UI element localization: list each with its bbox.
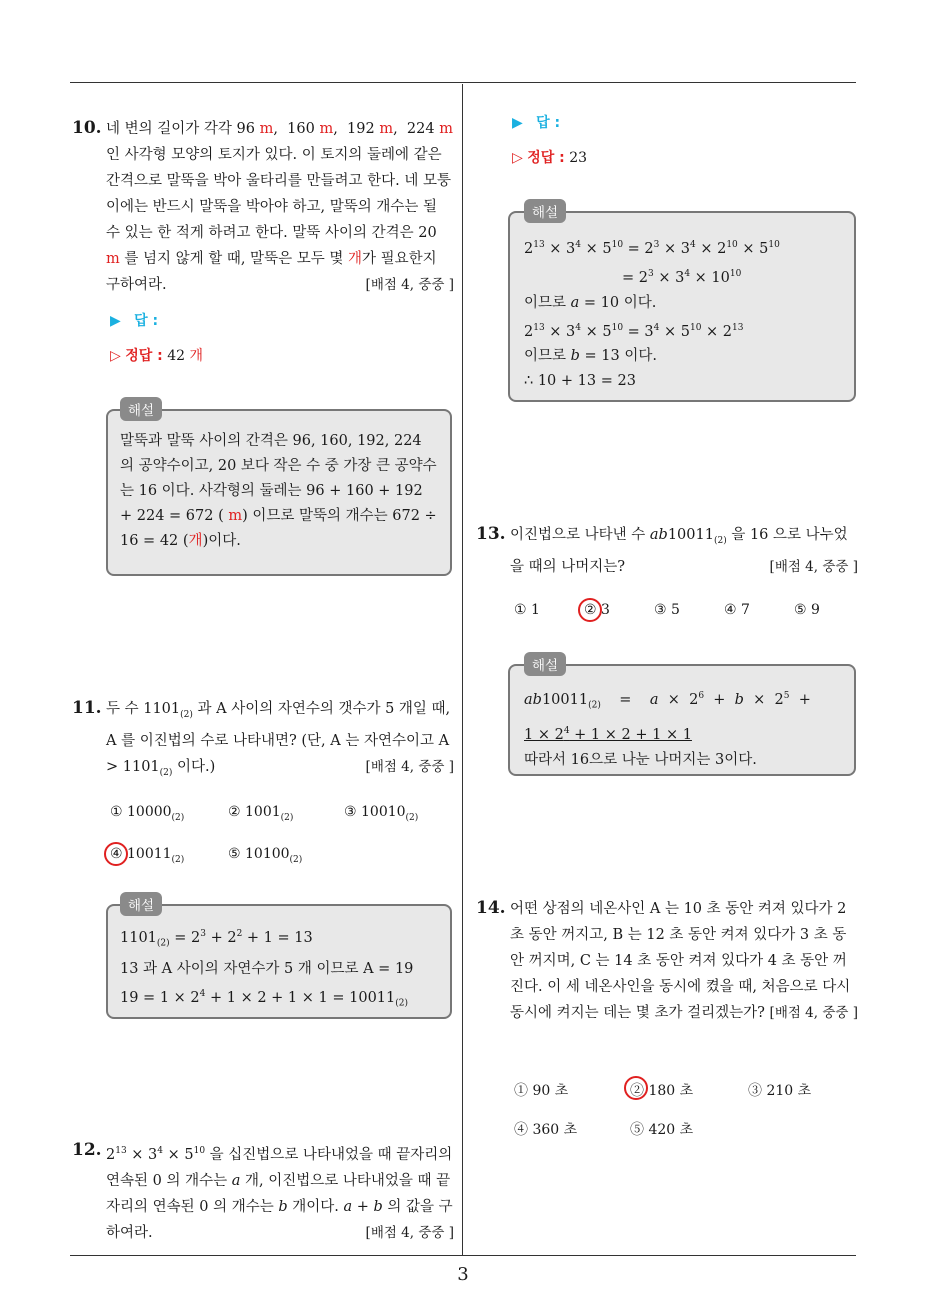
q12-solution-line-5: 이므로 b = 13 이다.: [524, 348, 657, 365]
q14-text: [510, 896, 858, 1026]
q14-choice-2[interactable]: [630, 1080, 693, 1100]
bottom-rule: [70, 1255, 856, 1256]
q13-solution-line-2: $1 \times 2^4 + 1 \times 2 + 1 \times 1$: [524, 725, 692, 743]
q13-choice-2[interactable]: [584, 602, 610, 618]
correct-label: 정답 :: [527, 150, 565, 166]
column-divider: [462, 84, 463, 1256]
q13-choice-2-label: ② 3: [584, 602, 610, 618]
open-arrow-icon: ▷: [110, 348, 121, 364]
q10-solution-tag: 해설: [120, 397, 162, 421]
q12-solution-line-2: = $2^3 \times 3^4 \times 10^{10}$: [622, 268, 742, 286]
q13-text: 이진법으로 나타낸 수 $ab10011_{(2)}$ 을 16 으로 나누었을 때의 나머지는? [배점 4, 중중 ]: [510, 522, 858, 580]
q14-choice-3[interactable]: ③ 210 초: [748, 1083, 812, 1099]
open-arrow-icon: ▷: [512, 150, 523, 166]
answer-label: 답 :: [134, 313, 159, 329]
q11-choice-3[interactable]: ③ $10010_{(2)}$: [344, 804, 419, 823]
q12-correct-answer: 23: [569, 150, 588, 166]
q12-solution-tag: 해설: [524, 199, 566, 223]
play-icon: ▶: [512, 115, 523, 131]
correct-label: 정답 :: [125, 348, 163, 364]
q12-number: 12.: [72, 1140, 102, 1160]
q12-solution-box: [508, 211, 856, 402]
q11-score: [배점 4, 중중 ]: [365, 758, 454, 775]
q10-text: 네 변의 길이가 각각 96 m, 160 m, 192 m, 224 m 인 사각형 모양의 토지가 있다. 이 토지의 둘레에 같은 간격으로 말뚝을 박아 울타리를 만들려고 한다. 네 모퉁이에는 반드시 말뚝을 박아야 하고, 말뚝의 개수는 될 수 있는 한 적게 하려고 한다. 말뚝 사이의 간격은 20 m 를 넘지 않게 할 때, 말뚝은 모두 몇 개가 필요한지 구하여라. [배점 4, 중중 ]: [106, 116, 454, 298]
q11-choice-2[interactable]: ② $1001_{(2)}$: [228, 804, 294, 823]
q13-score: [배점 4, 중중 ]: [769, 558, 858, 575]
q12-solution-line-3: 이므로 a = 10 이다.: [524, 294, 657, 311]
q14-choice-2-label: ② 180 초: [630, 1083, 694, 1099]
q13-number: 13.: [476, 524, 506, 544]
q11-solution-line-1: $1101_{(2)} = 2^3 + 2^2 + 1 = 13$: [120, 929, 313, 949]
q10-solution-box: [106, 409, 452, 576]
page-number: 3: [457, 1264, 469, 1285]
q10-number: 10.: [72, 118, 102, 138]
q13-solution-line-3: 따라서 16으로 나눈 나머지는 3이다.: [524, 751, 757, 768]
q12-answer-line: [512, 112, 560, 132]
q14-number: 14.: [476, 898, 506, 918]
q13-solution-box: [508, 664, 856, 776]
selected-circle-icon: [104, 842, 128, 866]
q11-choice-4[interactable]: ④ $10011_{(2)}$: [110, 846, 184, 865]
q14-choice-1[interactable]: ① 90 초: [514, 1083, 569, 1099]
q11-choice-1[interactable]: ① $10000_{(2)}$: [110, 804, 185, 823]
q10-correct-answer: 42 개: [167, 348, 204, 364]
answer-label: 답 :: [536, 115, 561, 131]
q11-text: 두 수 $1101_{(2)}$ 과 A 사이의 자연수의 갯수가 5 개일 때, A 를 이진법의 수로 나타내면? (단, A 는 자연수이고 $A > 1101_{(2)}$ 이다.) [배점 4, 중중 ]: [106, 696, 454, 786]
selected-circle-icon: [578, 598, 602, 622]
q10-score: [배점 4, 중중 ]: [365, 277, 454, 293]
q12-solution-line-6: ∴ 10 + 13 = 23: [524, 373, 636, 390]
selected-circle-icon: [624, 1076, 648, 1100]
q12-score: [배점 4, 중중 ]: [365, 1224, 454, 1241]
q14-choice-4[interactable]: ④ 360 초: [514, 1122, 578, 1138]
q10-solution-text: 말뚝과 말뚝 사이의 간격은 96, 160, 192, 224 의 공약수이고, 20 보다 작은 수 중 가장 큰 공약수는 16 이다. 사각형의 둘레는 96 + 160 + 192 + 224 = 672 ( m) 이므로 말뚝의 개수는 672 ÷ 16 = 42 (개)이다.: [120, 433, 437, 549]
q11-solution-line-2: 13 과 A 사이의 자연수가 5 개 이므로 A = 19: [120, 960, 414, 977]
q14-score: [배점 4, 중중 ]: [769, 1005, 858, 1021]
q11-number: 11.: [72, 698, 102, 718]
q12-correct-line: [512, 147, 587, 167]
q13-solution-tag: 해설: [524, 652, 566, 676]
play-icon: ▶: [110, 313, 121, 329]
top-rule: [70, 82, 856, 83]
q13-choice-4[interactable]: ④ 7: [724, 602, 750, 618]
q12-text: $2^{13} \times 3^4 \times 5^{10}$ 을 십진법으로 나타내었을 때 끝자리의 연속된 0 의 개수는 a 개, 이진법으로 나타내었을 때 끝자리의 연속된 0 의 개수는 b 개이다. a + b 의 값을 구하여라. [배점 4, 중중 ]: [106, 1138, 454, 1246]
q13-choice-5[interactable]: ⑤ 9: [794, 602, 820, 618]
q12-solution-line-4: $2^{13} \times 3^4 \times 5^{10} = 3^4 \times 5^{10} \times 2^{13}$: [524, 322, 744, 340]
q12-solution-line-1: $2^{13} \times 3^4 \times 5^{10} = 2^3 \times 3^4 \times 2^{10} \times 5^{10}$: [524, 240, 780, 257]
q14-choice-5[interactable]: ⑤ 420 초: [630, 1122, 694, 1138]
q11-solution-box: [106, 904, 452, 1019]
q13-solution-line-1: $ab10011_{(2)}$ = $a \times 2^6 + b \times 2^5$ +: [524, 691, 811, 711]
q11-solution-line-3: $19 = 1 \times 2^4 + 1 \times 2 + 1 \times 1 = 10011_{(2)}$: [120, 988, 408, 1009]
q11-solution-tag: 해설: [120, 892, 162, 916]
q10-correct-line: [110, 345, 203, 365]
q11-choice-5[interactable]: ⑤ $10100_{(2)}$: [228, 846, 303, 865]
q10-answer-line: [110, 310, 158, 330]
q13-choice-1[interactable]: ① 1: [514, 602, 540, 618]
q14-question: 어떤 상점의 네온사인 A 는 10 초 동안 켜져 있다가 2 초 동안 꺼지고, B 는 12 초 동안 켜져 있다가 3 초 동안 꺼지며, C 는 14 초 동안 켜져 있다가 4 초 동안 꺼진다. 이 세 네온사인을 동시에 켰을 때, 처음으로 다시 동시에 켜지는 데는 몇 초가 걸리겠는가?: [510, 901, 851, 1021]
q13-choice-3[interactable]: ③ 5: [654, 602, 680, 618]
